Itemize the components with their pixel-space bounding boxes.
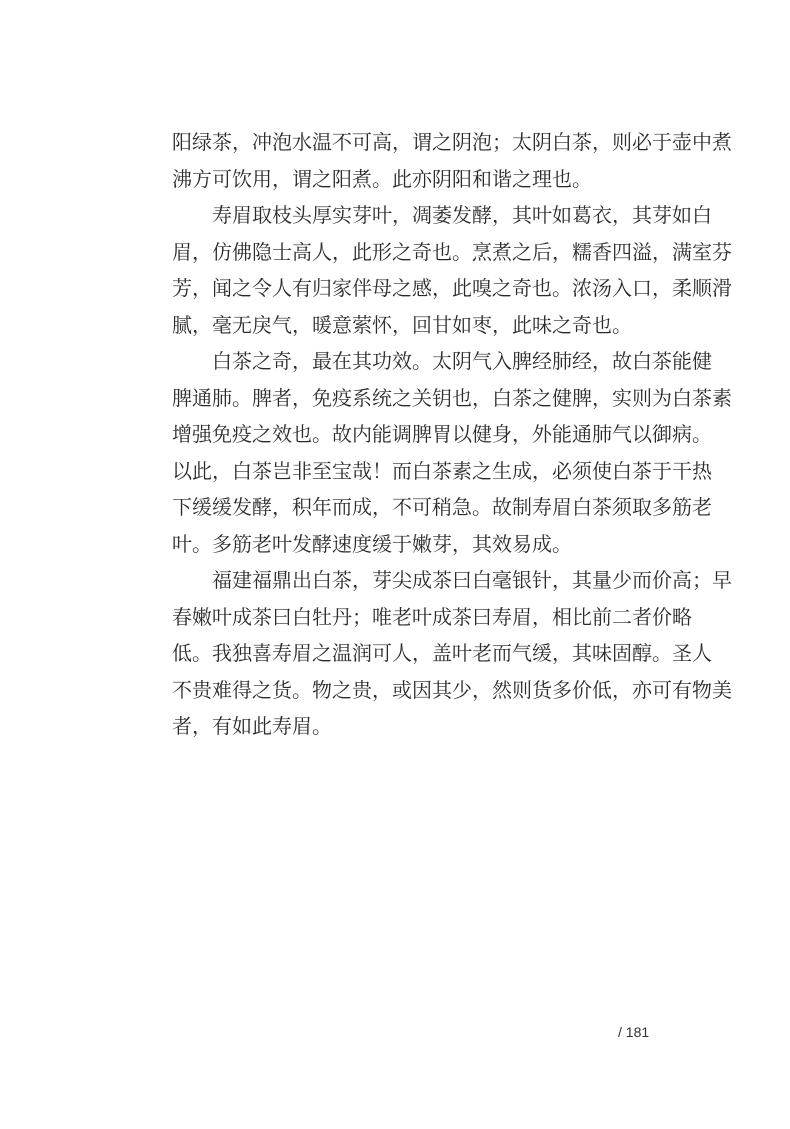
text-line: 福建福鼎出白茶，芽尖成茶曰白毫银针，其量少而价高；早: [212, 568, 732, 592]
body-text: [172, 124, 732, 745]
text-line: 不贵难得之货。物之贵，或因其少，然则货多价低，亦可有物美: [172, 677, 732, 702]
text-line: 腻，毫无戾气，暖意萦怀，回甘如枣，此味之奇也。: [172, 312, 632, 337]
text-line: 寿眉取枝头厚实芽叶，凋萎发酵，其叶如葛衣，其芽如白: [212, 203, 712, 227]
text-line: 阳绿茶，冲泡水温不可高，谓之阴泡；太阴白茶，则必于壶中煮: [172, 130, 732, 154]
text-line: 眉，仿佛隐士高人，此形之奇也。烹煮之后，糯香四溢，满室芬: [172, 239, 732, 264]
text-line: 叶。多筋老叶发酵速度缓于嫩芽，其效易成。: [172, 531, 572, 556]
text-line: 下缓缓发酵，积年而成，不可稍急。故制寿眉白茶须取多筋老: [172, 495, 712, 519]
paragraph: [172, 343, 732, 562]
text-line: 脾通肺。脾者，免疫系统之关钥也，白茶之健脾，实则为白茶素: [172, 385, 732, 410]
paragraph: [172, 562, 732, 745]
page-number: / 181: [618, 1024, 650, 1040]
text-line: 以此，白茶岂非至宝哉！而白茶素之生成，必须使白茶于干热: [172, 458, 712, 483]
text-line: 者，有如此寿眉。: [172, 714, 332, 738]
text-line: 增强免疫之效也。故内能调脾胃以健身，外能通肺气以御病。: [172, 422, 712, 446]
text-line: 春嫩叶成茶曰白牡丹；唯老叶成茶曰寿眉，相比前二者价略: [172, 604, 692, 629]
text-line: 白茶之奇，最在其功效。太阴气入脾经肺经，故白茶能健: [212, 349, 712, 373]
text-line: 沸方可饮用，谓之阳煮。此亦阴阳和谐之理也。: [172, 166, 592, 191]
text-line: 芳，闻之令人有归家伴母之感，此嗅之奇也。浓汤入口，柔顺滑: [172, 276, 732, 300]
paragraph: [172, 197, 732, 343]
text-line: 低。我独喜寿眉之温润可人，盖叶老而气缓，其味固醇。圣人: [172, 641, 712, 665]
paragraph: [172, 124, 732, 197]
